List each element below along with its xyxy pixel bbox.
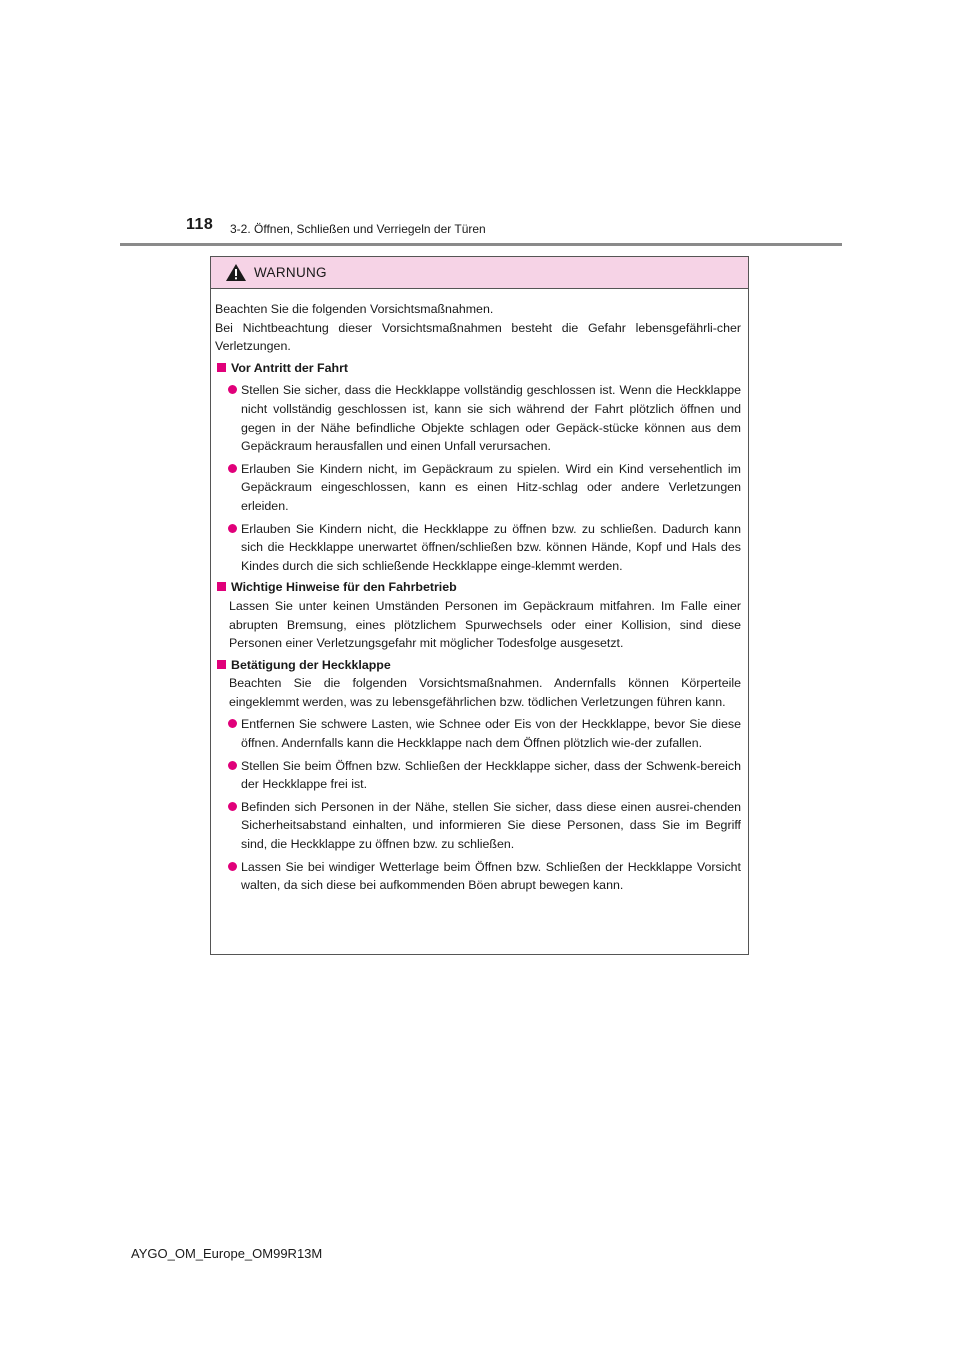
bullet-dot-icon [228,862,237,871]
bullet-dot-icon [228,761,237,770]
bullet-dot-icon [228,802,237,811]
warning-title: WARNUNG [254,265,327,280]
bullet-dot-icon [228,524,237,533]
section-square-icon [217,363,226,372]
section-fahrbetrieb [215,578,741,652]
bullet-item [215,381,741,455]
section-vor-antritt [215,359,741,576]
bullet-item [215,715,741,752]
section-text: Lassen Sie unter keinen Umständen Personen im Gepäckraum mitfahren. Im Falle einer abrupten Bremsung, eines plötzlichem Spurwechsels oder einer Kollision, sind diese Personen einer Verletzungsgefahr mit möglicher Todesfolge ausgesetzt. [229,598,741,651]
section-square-icon [217,582,226,591]
intro-line: Beachten Sie die folgenden Vorsichtsmaßnahmen. [215,302,494,316]
warning-body [211,289,748,895]
section-heckklappe [215,656,741,895]
intro-line: Bei Nichtbeachtung dieser Vorsichtsmaßnahmen besteht die Gefahr lebensgefährli-cher Verletzungen. [215,320,741,354]
bullet-text: Lassen Sie bei windiger Wetterlage beim Öffnen bzw. Schließen der Heckklappe Vorsicht walten, da sich diese bei aufkommenden Böen abrupt bewegen kann. [241,859,741,893]
section-title: 3-2. Öffnen, Schließen und Verriegeln der Türen [230,222,486,236]
section-heading: Wichtige Hinweise für den Fahrbetrieb [231,580,457,595]
bullet-dot-icon [228,385,237,394]
bullet-text: Befinden sich Personen in der Nähe, stellen Sie sicher, dass diese einen ausrei-chenden Sicherheitsabstand einhalten, und informieren Sie diese Personen, dass Sie im Begriff sind, die Heckklappe zu öffnen bzw. zu schließen. [241,799,741,852]
page-number: 118 [186,216,214,233]
section-square-icon [217,660,226,669]
section-text: Beachten Sie die folgenden Vorsichtsmaßnahmen. Andernfalls können Körperteile eingeklemmt werden, was zu lebensgefährlichen bzw. tödlichen Verletzungen führen kann. [229,676,741,709]
bullet-dot-icon [228,464,237,473]
section-heading: Vor Antritt der Fahrt [231,360,349,375]
bullet-dot-icon [228,719,237,728]
warning-triangle-icon [225,263,247,282]
warning-header [211,257,748,289]
warning-box [210,256,749,955]
bullet-text: Entfernen Sie schwere Lasten, wie Schnee oder Eis von der Heckklappe, bevor Sie diese öffnen. Andernfalls kann die Heckklappe nach dem Öffnen plötzlich wie-der zufallen. [241,717,741,751]
bullet-text: Stellen Sie beim Öffnen bzw. Schließen der Heckklappe sicher, dass der Schwenk-bereich der Heckklappe frei ist. [241,758,741,792]
header-rule [120,243,842,246]
bullet-text: Stellen Sie sicher, dass die Heckklappe vollständig geschlossen ist. Wenn die Heckklappe nicht vollständig geschlossen ist, kann sie sich während der Fahrt plötzlich öffnen und gegen in der Nähe befindliche Objekte schlagen oder Gepäck-stücke können aus dem Gepäckraum herausfallen und einen Unfall verursachen. [241,383,741,454]
bullet-item [215,460,741,516]
bullet-item [215,798,741,854]
section-heading: Betätigung der Heckklappe [231,657,391,672]
bullet-text: Erlauben Sie Kindern nicht, die Heckklappe zu öffnen bzw. zu schließen. Dadurch kann sich die Heckklappe unerwartet öffnen/schließen bzw. können Hände, Kopf und Hals des Kindes durch die sich schließende Heckklappe einge-klemmt werden. [241,521,741,573]
footer-doc-id: AYGO_OM_Europe_OM99R13M [131,1246,323,1261]
bullet-item [215,858,741,895]
bullet-item [215,757,741,794]
bullet-text: Erlauben Sie Kindern nicht, im Gepäckraum zu spielen. Wird ein Kind versehentlich im Gepäckraum eingeschlossen, kann es einen Hitz-schlag oder andere Verletzungen erleiden. [241,461,741,513]
bullet-item [215,520,741,576]
